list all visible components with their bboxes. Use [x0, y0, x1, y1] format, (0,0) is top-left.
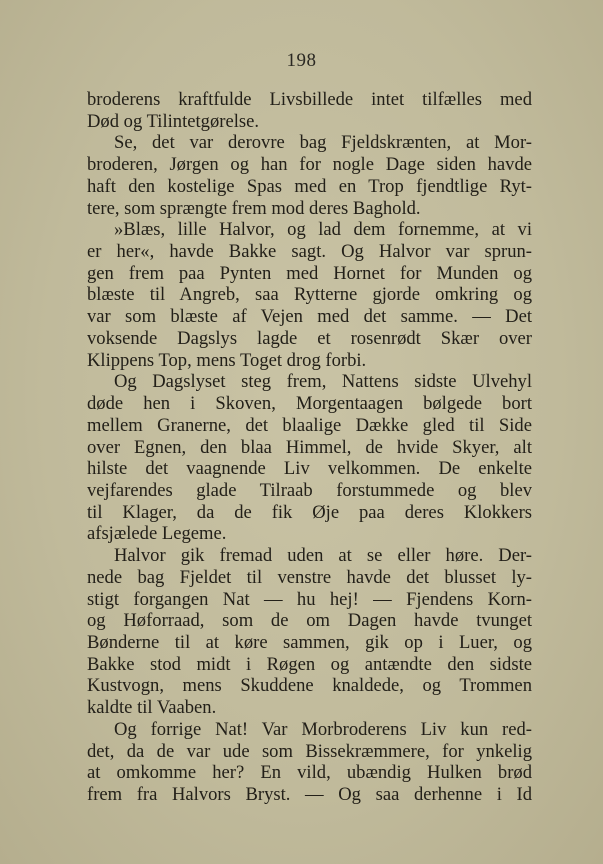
text-line: over Egnen, den blaa Himmel, de hvide Skyer, alt: [87, 436, 532, 458]
text-line: Bønderne til at køre sammen, gik op i Luer, og: [87, 631, 532, 653]
text-line: Klippens Top, mens Toget drog forbi.: [87, 349, 367, 371]
text-line: hilste det vaagnende Liv velkommen. De enkelte: [87, 458, 532, 480]
text-line: er her«, havde Bakke sagt. Og Halvor var sprun-: [87, 241, 532, 263]
text-line: at omkomme her? En vild, ubændig Hulken brød: [87, 762, 532, 784]
text-line: mellem Granerne, det blaalige Dække gled til Side: [87, 414, 532, 436]
text-line: gen frem paa Pynten med Hornet for Munden og: [87, 262, 532, 284]
text-line: Halvor gik fremad uden at se eller høre. Der-: [114, 545, 532, 567]
text-line: vejfarendes glade Tilraab forstummede og blev: [87, 479, 532, 501]
text-line: »Blæs, lille Halvor, og lad dem fornemme, at vi: [114, 219, 532, 241]
text-line: broderen, Jørgen og han for nogle Dage siden havde: [87, 154, 532, 176]
body-text: [87, 89, 532, 806]
text-line: blæste til Angreb, saa Rytterne gjorde omkring og: [87, 284, 532, 306]
text-line: frem fra Halvors Bryst. — Og saa derhenne i Id: [87, 784, 532, 805]
text-line: Se, det var derovre bag Fjeldskrænten, at Mor-: [114, 132, 532, 154]
text-line: broderens kraftfulde Livsbillede intet tilfælles med: [87, 89, 532, 110]
text-line: kaldte til Vaaben.: [87, 697, 217, 719]
text-line: Og Dagslyset steg frem, Nattens sidste Ulvehyl: [114, 371, 532, 393]
text-line: og Høforraad, som de om Dagen havde tvunget: [87, 610, 532, 632]
text-line: tere, som sprængte frem mod deres Baghold.: [87, 197, 421, 219]
page-number: 198: [286, 50, 317, 71]
text-line: nede bag Fjeldet til venstre havde det blusset ly-: [87, 566, 532, 588]
text-line: Og forrige Nat! Var Morbroderens Liv kun red-: [114, 718, 532, 740]
text-line: stigt forgangen Nat — hu hej! — Fjendens Korn-: [87, 588, 532, 610]
text-line: døde hen i Skoven, Morgentaagen bølgede bort: [87, 393, 532, 415]
text-line: det, da de var ude som Bissekræmmere, for ynkelig: [87, 740, 532, 762]
text-line: haft den kostelige Spas med en Trop fjendtlige Ryt-: [87, 175, 532, 197]
text-line: voksende Dagslys lagde et rosenrødt Skær over: [87, 327, 532, 349]
text-line: til Klager, da de fik Øje paa deres Klokkers: [87, 501, 532, 523]
text-line: Bakke stod midt i Røgen og antændte den sidste: [87, 653, 532, 675]
text-line: Kustvogn, mens Skuddene knaldede, og Trommen: [87, 675, 532, 697]
text-line: Død og Tilintetgørelse.: [87, 110, 260, 132]
text-line: afsjælede Legeme.: [87, 523, 227, 545]
text-line: var som blæste af Vejen med det samme. — Det: [87, 306, 532, 328]
